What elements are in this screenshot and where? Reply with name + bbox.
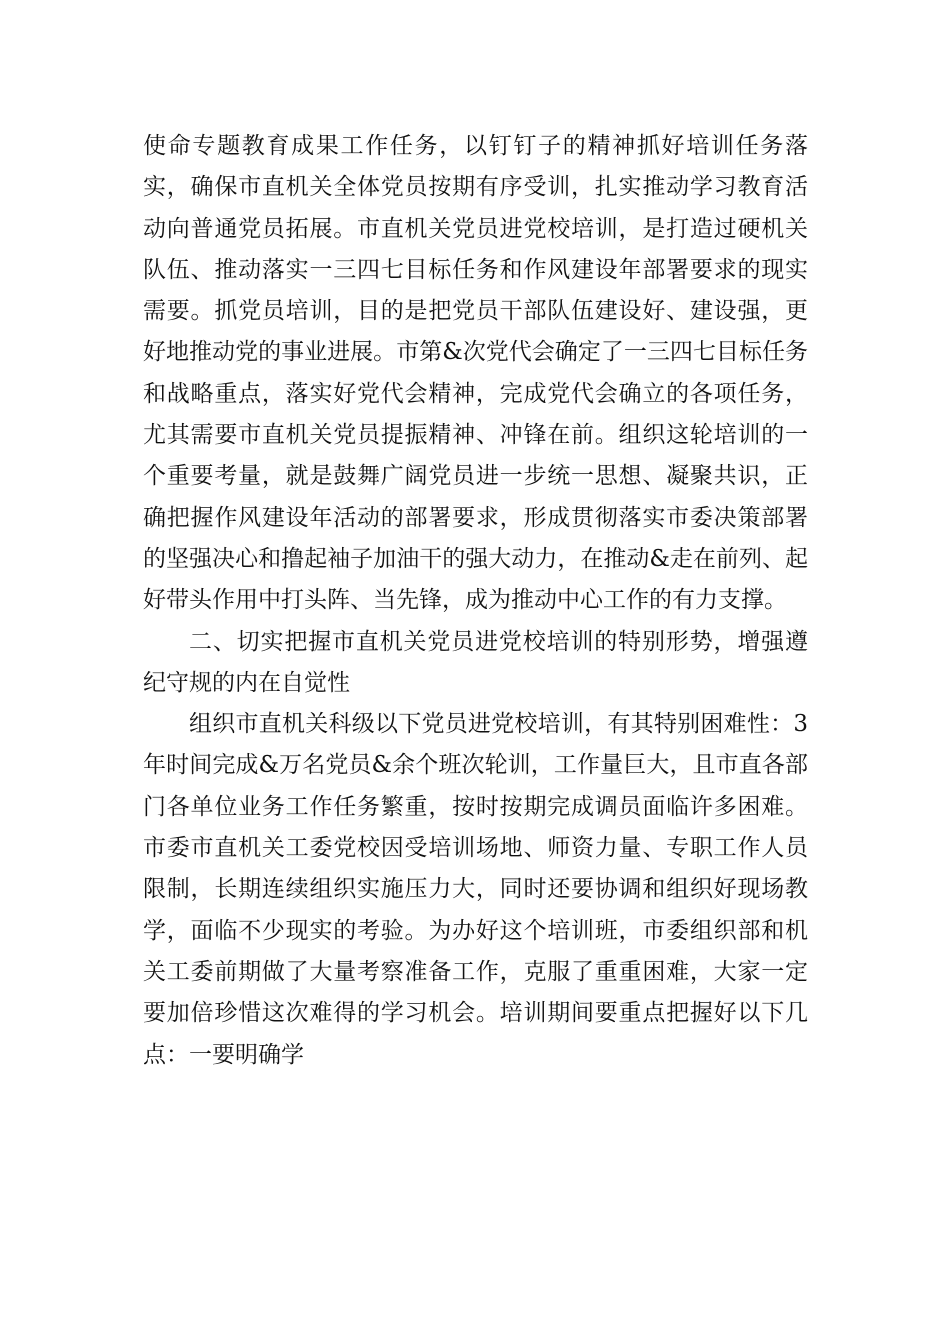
document-body: [143, 126, 808, 1076]
paragraph-3: 组织市直机关科级以下党员进党校培训，有其特别困难性：3年时间完成&万名党员&余个班次轮训，工作量巨大，且市直各部门各单位业务工作任务繁重，按时按期完成调员面临许多困难。市委市直机关工委党校因受培训场地、师资力量、专职工作人员限制，长期连续组织实施压力大，同时还要协调和组织好现场教学，面临不少现实的考验。为办好这个培训班，市委组织部和机关工委前期做了大量考察准备工作，克服了重重困难，大家一定要加倍珍惜这次难得的学习机会。培训期间要重点把握好以下几点：一要明确学: [143, 711, 808, 1068]
section-heading-2: 二、切实把握市直机关党员进党校培训的特别形势，增强遵纪守规的内在自觉性: [143, 628, 808, 696]
paragraph-1: 使命专题教育成果工作任务，以钉钉子的精神抓好培训任务落实，确保市直机关全体党员按期有序受训，扎实推动学习教育活动向普通党员拓展。市直机关党员进党校培训，是打造过硬机关队伍、推动落实一三四七目标任务和作风建设年部署要求的现实需要。抓党员培训，目的是把党员干部队伍建设好、建设强，更好地推动党的事业进展。市第&次党代会确定了一三四七目标任务和战略重点，落实好党代会精神，完成党代会确立的各项任务，尤其需要市直机关党员提振精神、冲锋在前。组织这轮培训的一个重要考量，就是鼓舞广阔党员进一步统一思想、凝聚共识，正确把握作风建设年活动的部署要求，形成贯彻落实市委决策部署的坚强决心和撸起袖子加油干的强大动力，在推动&走在前列、起好带头作用中打头阵、当先锋，成为推动中心工作的有力支撑。: [143, 133, 808, 614]
